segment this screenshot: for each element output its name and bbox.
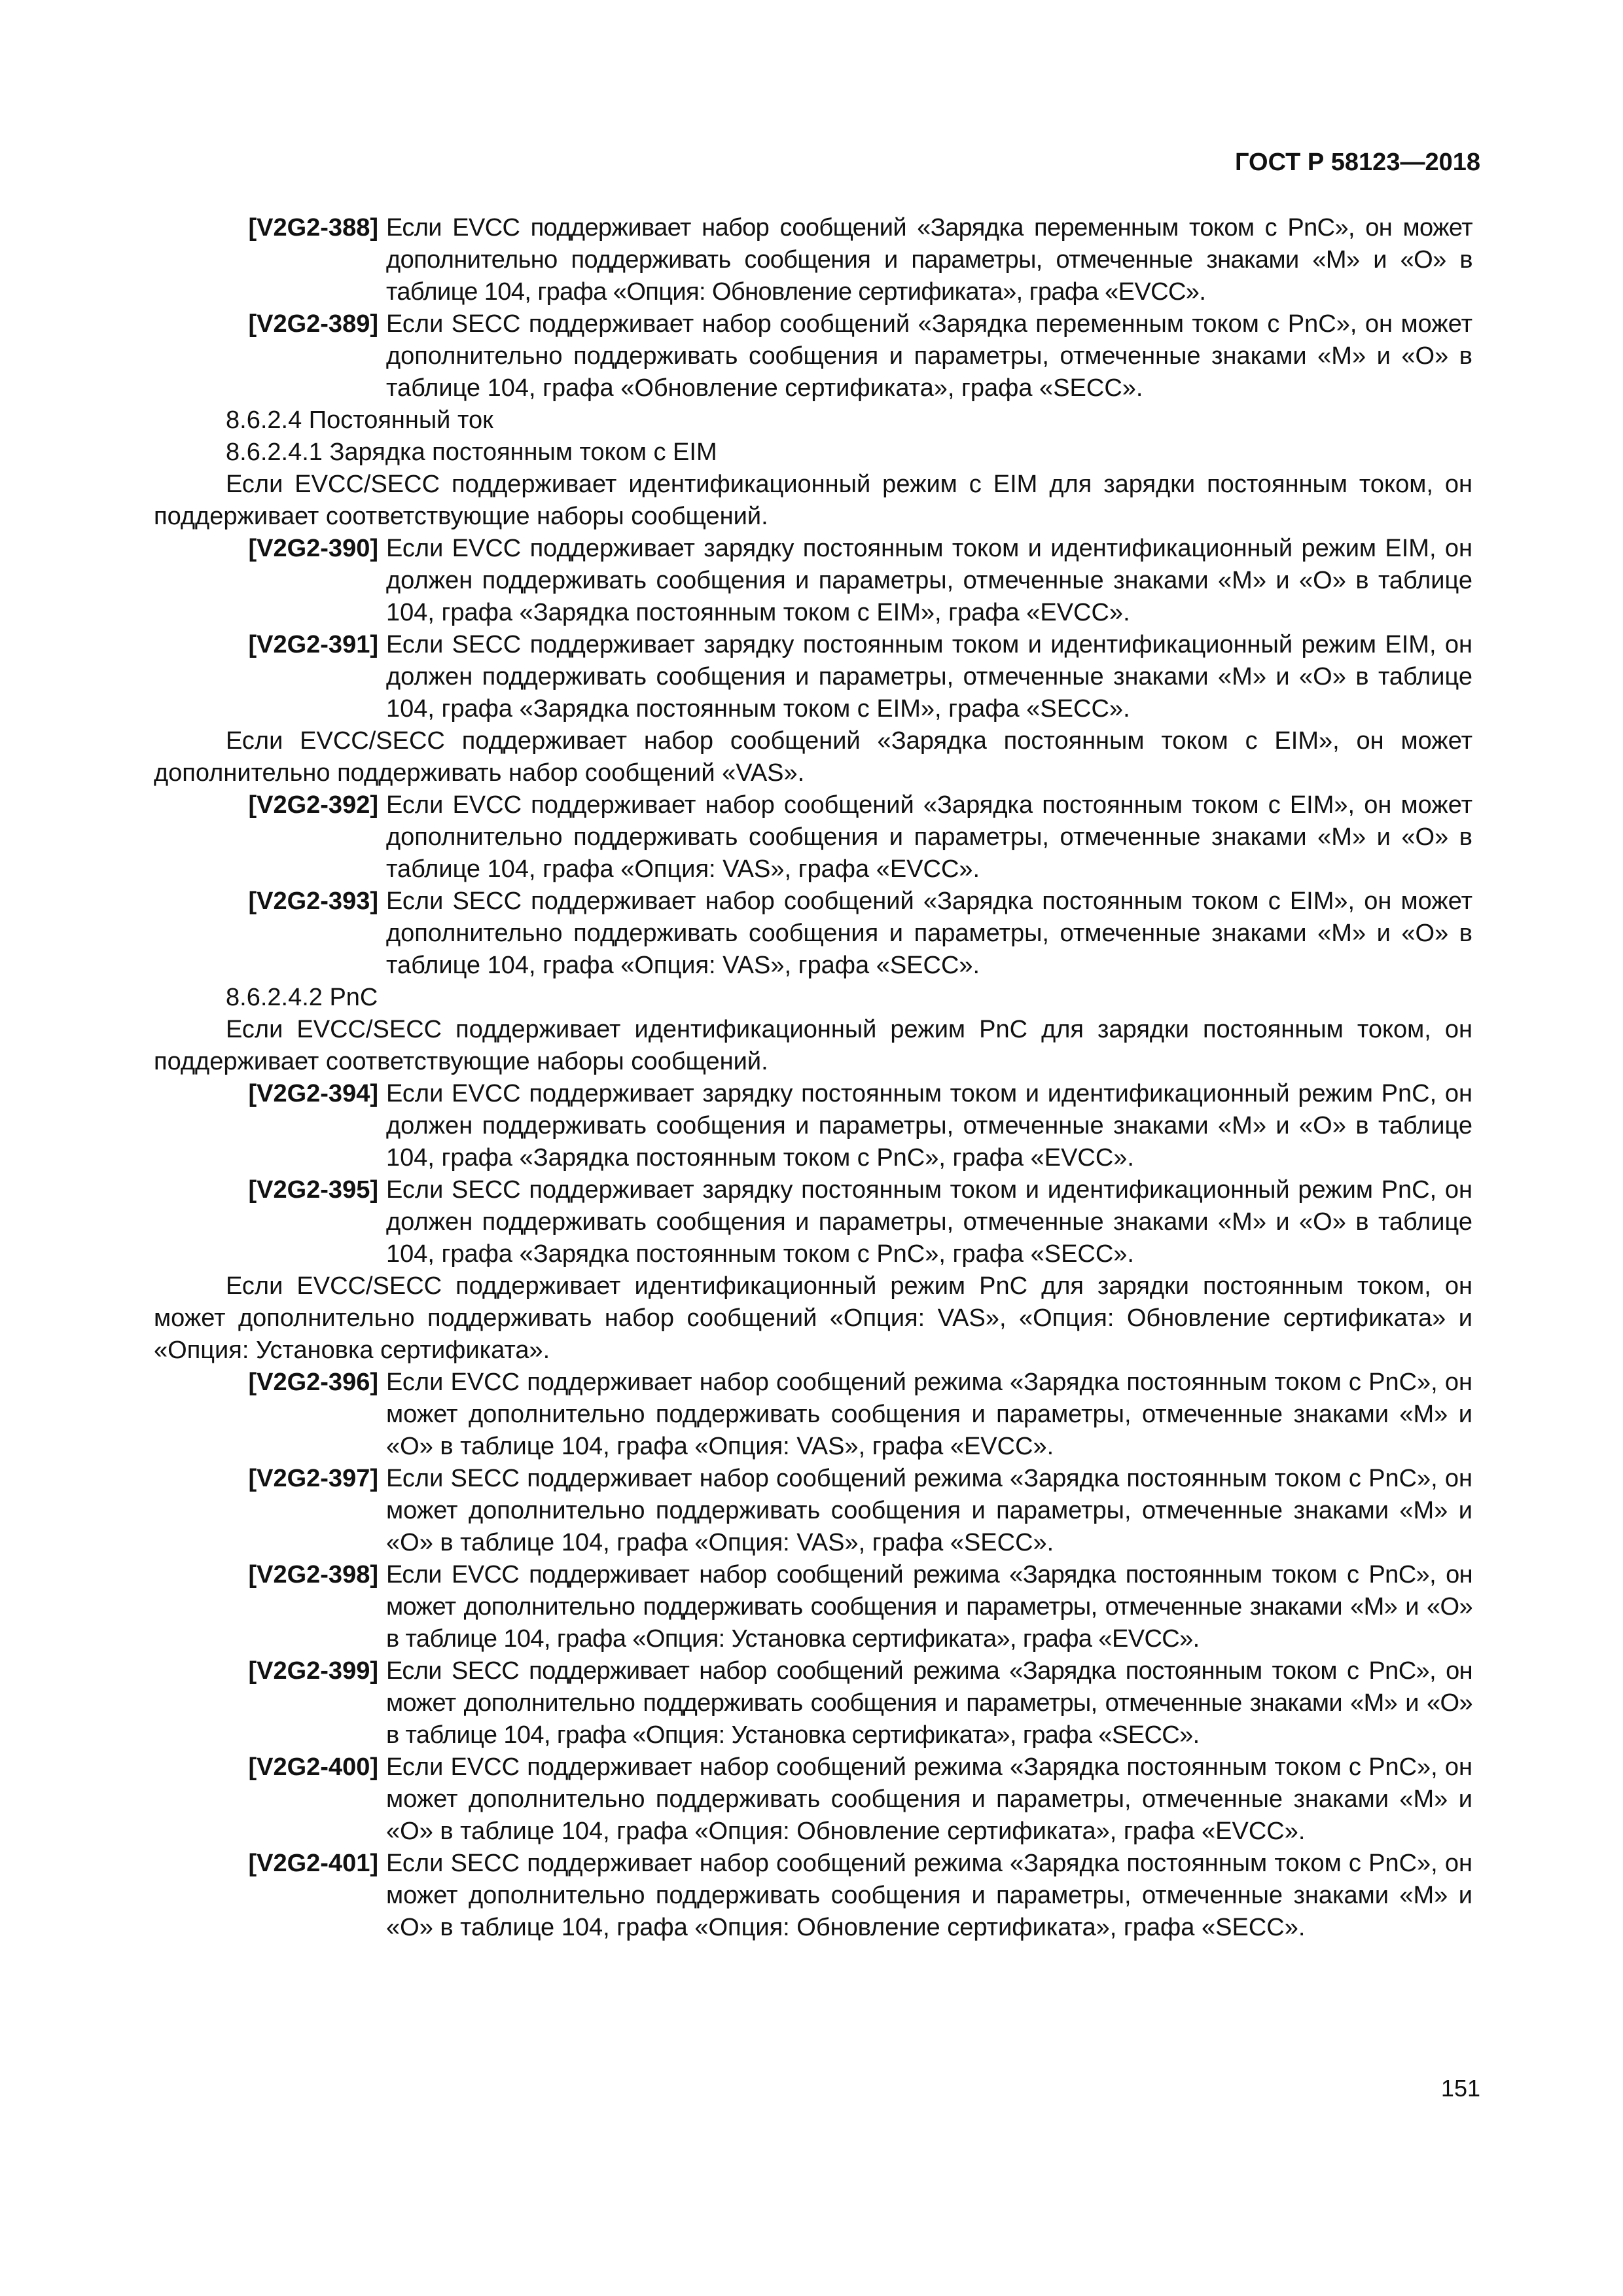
requirement-text: Если SECC поддерживает зарядку постоянным током и идентификационный режим PnC, он должен поддерживать сообщения и параметры, отмеченные знаками «М» и «О» в таблице 104, графа «Зарядка постоянным током с PnC», графа «SECC». <box>386 1176 1472 1268</box>
requirement-text: Если EVCC поддерживает набор сообщений режима «Зарядка постоянным током с PnC», он может дополнительно поддерживать сообщения и параметры, отмеченные знаками «М» и «О» в таблице 104, графа «Опция: VAS», графа «EVCC». <box>386 1369 1472 1460</box>
requirement-id: [V2G2-401] <box>248 1850 378 1877</box>
requirement-id: [V2G2-392] <box>248 791 378 819</box>
requirement-id: [V2G2-400] <box>248 1753 378 1781</box>
requirement-id: [V2G2-396] <box>248 1369 378 1396</box>
requirement-item <box>154 1367 1472 1463</box>
section-heading: 8.6.2.4 Постоянный ток <box>226 406 493 434</box>
requirement-id: [V2G2-397] <box>248 1465 378 1492</box>
requirement-text: Если SECC поддерживает набор сообщений режима «Зарядка постоянным током с PnC», он может дополнительно поддерживать сообщения и параметры, отмеченные знаками «М» и «О» в таблице 104, графа «Опция: VAS», графа «SECC». <box>386 1465 1472 1556</box>
requirement-item <box>154 1174 1472 1270</box>
document-header: ГОСТ Р 58123—2018 <box>1235 149 1480 176</box>
requirement-item <box>154 1848 1472 1944</box>
requirement-text: Если EVCC поддерживает зарядку постоянным током и идентификационный режим PnC, он должен поддерживать сообщения и параметры, отмеченные знаками «М» и «О» в таблице 104, графа «Зарядка постоянным током с PnC», графа «EVCC». <box>386 1080 1472 1172</box>
requirement-id: [V2G2-389] <box>248 310 378 338</box>
requirement-id: [V2G2-399] <box>248 1657 378 1685</box>
page-number: 151 <box>1440 2075 1480 2102</box>
requirement-text: Если SECC поддерживает набор сообщений режима «Зарядка постоянным током с PnC», он может дополнительно поддерживать сообщения и параметры, отмеченные знаками «М» и «О» в таблице 104, графа «Опция: Обновление сертификата», графа «SECC». <box>386 1850 1472 1941</box>
body-paragraph: Если EVCC/SECC поддерживает идентификационный режим с EIM для зарядки постоянным током, он поддерживает соответствующие наборы сообщений. <box>154 471 1472 530</box>
requirement-item <box>154 1655 1472 1751</box>
requirement-id: [V2G2-388] <box>248 214 378 242</box>
requirement-item <box>154 1463 1472 1559</box>
requirement-id: [V2G2-398] <box>248 1561 378 1588</box>
document-body <box>154 212 1472 1944</box>
section-heading: 8.6.2.4.2 PnC <box>226 984 378 1011</box>
requirement-item <box>154 212 1472 308</box>
body-paragraph: Если EVCC/SECC поддерживает идентификационный режим PnC для зарядки постоянным током, он поддерживает соответствующие наборы сообщений. <box>154 1016 1472 1075</box>
requirement-text: Если EVCC поддерживает зарядку постоянным током и идентификационный режим EIM, он должен поддерживать сообщения и параметры, отмеченные знаками «М» и «О» в таблице 104, графа «Зарядка постоянным током с EIM», графа «EVCC». <box>386 535 1472 626</box>
requirement-text: Если EVCC поддерживает набор сообщений «Зарядка постоянным током с EIM», он может дополнительно поддерживать сообщения и параметры, отмеченные знаками «М» и «О» в таблице 104, графа «Опция: VAS», графа «EVCC». <box>386 791 1472 883</box>
requirement-text: Если EVCC поддерживает набор сообщений режима «Зарядка постоянным током с PnC», он может дополнительно поддерживать сообщения и параметры, отмеченные знаками «М» и «О» в таблице 104, графа «Опция: Установка сертификата», графа «EVCC». <box>386 1561 1472 1653</box>
requirement-text: Если SECC поддерживает зарядку постоянным током и идентификационный режим EIM, он должен поддерживать сообщения и параметры, отмеченные знаками «М» и «О» в таблице 104, графа «Зарядка постоянным током с EIM», графа «SECC». <box>386 631 1472 723</box>
requirement-id: [V2G2-395] <box>248 1176 378 1204</box>
body-paragraph: Если EVCC/SECC поддерживает идентификационный режим PnC для зарядки постоянным током, он может дополнительно поддерживать набор сообщений «Опция: VAS», «Опция: Обновление сертификата» и «Опция: Установка сертификата». <box>154 1272 1472 1364</box>
section-heading: 8.6.2.4.1 Зарядка постоянным током с EIM <box>226 439 717 466</box>
requirement-id: [V2G2-393] <box>248 888 378 915</box>
requirement-id: [V2G2-391] <box>248 631 378 658</box>
requirement-text: Если SECC поддерживает набор сообщений режима «Зарядка постоянным током с PnC», он может дополнительно поддерживать сообщения и параметры, отмеченные знаками «М» и «О» в таблице 104, графа «Опция: Установка сертификата», графа «SECC». <box>386 1657 1472 1749</box>
requirement-item <box>154 533 1472 629</box>
requirement-text: Если SECC поддерживает набор сообщений «Зарядка переменным током с PnC», он может дополнительно поддерживать сообщения и параметры, отмеченные знаками «М» и «О» в таблице 104, графа «Обновление сертификата», графа «SECC». <box>386 310 1472 402</box>
requirement-item <box>154 629 1472 725</box>
requirement-item <box>154 886 1472 982</box>
requirement-item <box>154 1751 1472 1848</box>
requirement-item <box>154 1559 1472 1655</box>
requirement-item <box>154 789 1472 886</box>
requirement-id: [V2G2-390] <box>248 535 378 562</box>
requirement-item <box>154 1078 1472 1174</box>
requirement-text: Если EVCC поддерживает набор сообщений режима «Зарядка постоянным током с PnC», он может дополнительно поддерживать сообщения и параметры, отмеченные знаками «М» и «О» в таблице 104, графа «Опция: Обновление сертификата», графа «EVCC». <box>386 1753 1472 1845</box>
requirement-text: Если SECC поддерживает набор сообщений «Зарядка постоянным током с EIM», он может дополнительно поддерживать сообщения и параметры, отмеченные знаками «М» и «О» в таблице 104, графа «Опция: VAS», графа «SECC». <box>386 888 1472 979</box>
body-paragraph: Если EVCC/SECC поддерживает набор сообщений «Зарядка постоянным током с EIM», он может дополнительно поддерживать набор сообщений «VAS». <box>154 727 1472 787</box>
requirement-text: Если EVCC поддерживает набор сообщений «Зарядка переменным током с PnC», он может дополнительно поддерживать сообщения и параметры, отмеченные знаками «М» и «О» в таблице 104, графа «Опция: Обновление сертификата», графа «EVCC». <box>386 214 1472 306</box>
requirement-item <box>154 308 1472 404</box>
requirement-id: [V2G2-394] <box>248 1080 378 1107</box>
